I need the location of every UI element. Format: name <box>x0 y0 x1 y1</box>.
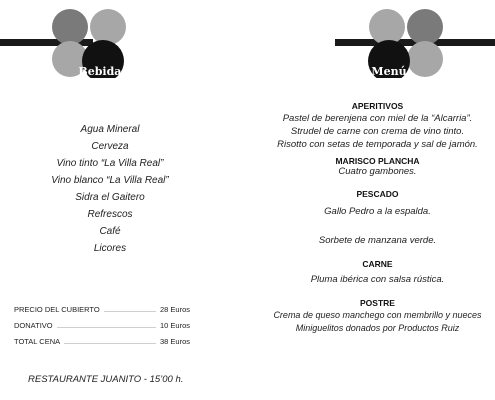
section-title-postre: POSTRE <box>360 298 395 308</box>
price-amount: 10 Euros <box>159 321 190 330</box>
dish-item: Strudel de carne con crema de vino tinto. <box>290 126 465 137</box>
section-title-pescado: PESCADO <box>356 189 399 199</box>
section-title-aperitivos: APERITIVOS <box>351 101 404 111</box>
list-item: Agua Mineral <box>80 124 140 135</box>
price-row <box>14 305 190 321</box>
bebidas-title: Bebidas <box>78 65 128 78</box>
dish-item: Sorbete de manzana verde. <box>318 235 437 246</box>
dish-item: Pastel de berenjena con miel de la “Alcarria”. <box>282 113 473 124</box>
section-title-carne: CARNE <box>362 259 393 269</box>
price-row <box>14 337 190 353</box>
drinks-list <box>10 121 210 257</box>
bebidas-logo <box>51 8 127 78</box>
leader-line <box>64 338 156 344</box>
dish-item: Risotto con setas de temporada y sal de jamón. <box>277 139 478 150</box>
list-item: Licores <box>93 243 127 254</box>
dish-item: Cuatro gambones. <box>338 166 417 177</box>
restaurant-footer: RESTAURANTE JUANITO - 15’00 h. <box>28 374 184 385</box>
list-item: Cerveza <box>91 141 129 152</box>
list-item: Vino tinto “La Villa Real” <box>56 158 164 169</box>
list-item: Sidra el Gaitero <box>75 192 145 203</box>
price-label: DONATIVO <box>14 321 53 330</box>
price-amount: 28 Euros <box>159 305 190 314</box>
list-item: Refrescos <box>87 209 133 220</box>
dish-item: Crema de queso manchego con membrillo y nueces <box>273 310 482 320</box>
price-table <box>14 305 190 353</box>
list-item: Vino blanco “La Villa Real” <box>51 175 169 186</box>
price-row <box>14 321 190 337</box>
price-amount: 38 Euros <box>159 337 190 346</box>
leader-line <box>57 322 156 328</box>
section-title-marisco: MARISCO PLANCHA <box>335 156 420 166</box>
dish-item: Pluma ibérica con salsa rústica. <box>310 274 445 285</box>
leader-line <box>104 306 156 312</box>
price-label: PRECIO DEL CUBIERTO <box>14 305 100 314</box>
menu-logo <box>368 8 444 78</box>
list-item: Café <box>99 226 121 237</box>
dish-item: Miniguelitos donados por Productos Ruiz <box>295 323 460 333</box>
menu-title: Menú <box>371 65 407 78</box>
dish-item: Gallo Pedro a la espalda. <box>324 206 431 217</box>
menu-content <box>260 101 495 335</box>
price-label: TOTAL CENA <box>14 337 61 346</box>
